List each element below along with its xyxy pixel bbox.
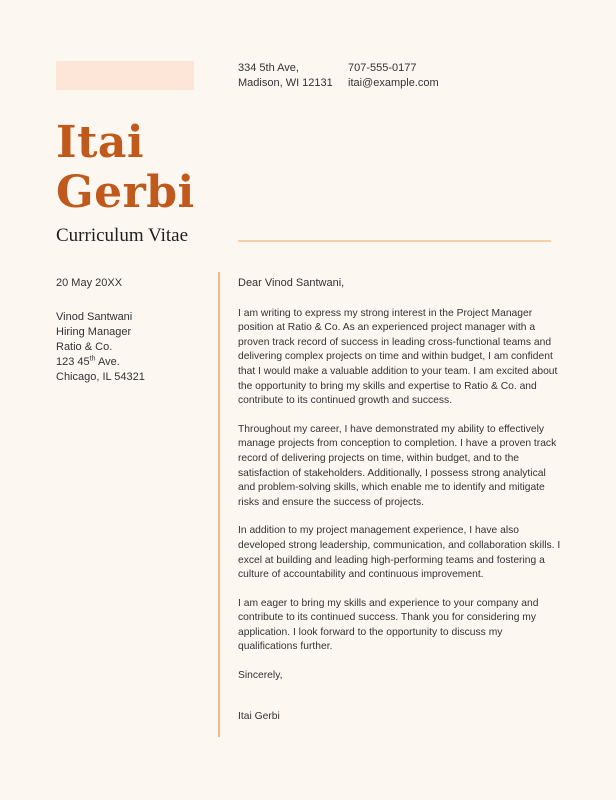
applicant-name [56,118,195,218]
street-rest: Ave. [95,356,120,368]
street-suffix: th [89,355,96,363]
first-name: Itai [56,117,145,168]
phone-number[interactable]: 707-555-0177 [348,62,417,74]
paragraph-4: I am eager to bring my skills and experience to your company and contribute to its continued success. Thank you for considering my application. I look forward to the opportunity to discuss my qualifications further. [238,597,539,653]
address-line-1: 334 5th Ave, [238,62,299,74]
header-divider [238,240,551,242]
paragraph-3: In addition to my project management experience, I have also developed strong leadership, communication, and collaboration skills. I excel at building and leading high-performing teams and fostering a culture of accountability and continuous improvement. [238,525,561,581]
left-column [56,276,206,385]
paragraph-1: I am writing to express my strong interest in the Project Manager position at Ratio & Co. As an experienced project manager with a proven track record of success in leading cross-functional teams and delivering complex projects on time and within budget, I am confident that I would make a valuable addition to your team. I am excited about the opportunity to bring my skills and expertise to Ratio & Co. and contribute to its continued growth and success. [238,307,558,407]
accent-block [56,61,194,90]
street-number: 123 45 [56,356,90,368]
column-divider [218,272,220,737]
recipient-block [56,310,206,385]
recipient-name: Vinod Santwani [56,311,133,323]
recipient-street [56,355,206,370]
salutation: Dear Vinod Santwani, [238,277,345,289]
paragraph-2: Throughout my career, I have demonstrated my ability to effectively manage projects from conception to completion. I have a proven track record of delivering projects on time, within budget, and to the satisfaction of stakeholders. Additionally, I possess strong analytical and problem-solving skills, which enable me to identify and mitigate risks and ensure the success of projects. [238,423,557,508]
address-line-2: Madison, WI 12131 [238,77,333,89]
recipient-city: Chicago, IL 54321 [56,371,145,383]
recipient-title: Hiring Manager [56,326,132,338]
email-address[interactable]: itai@example.com [348,77,439,89]
document-subtitle: Curriculum Vitae [56,225,189,246]
letter-date: 20 May 20XX [56,277,123,289]
contact-address [238,61,333,91]
contact-phone-email [348,61,439,91]
letter-body [238,276,564,724]
last-name: Gerbi [56,167,195,218]
recipient-company: Ratio & Co. [56,341,113,353]
signature: Itai Gerbi [238,710,280,722]
closing: Sincerely, [238,670,283,682]
